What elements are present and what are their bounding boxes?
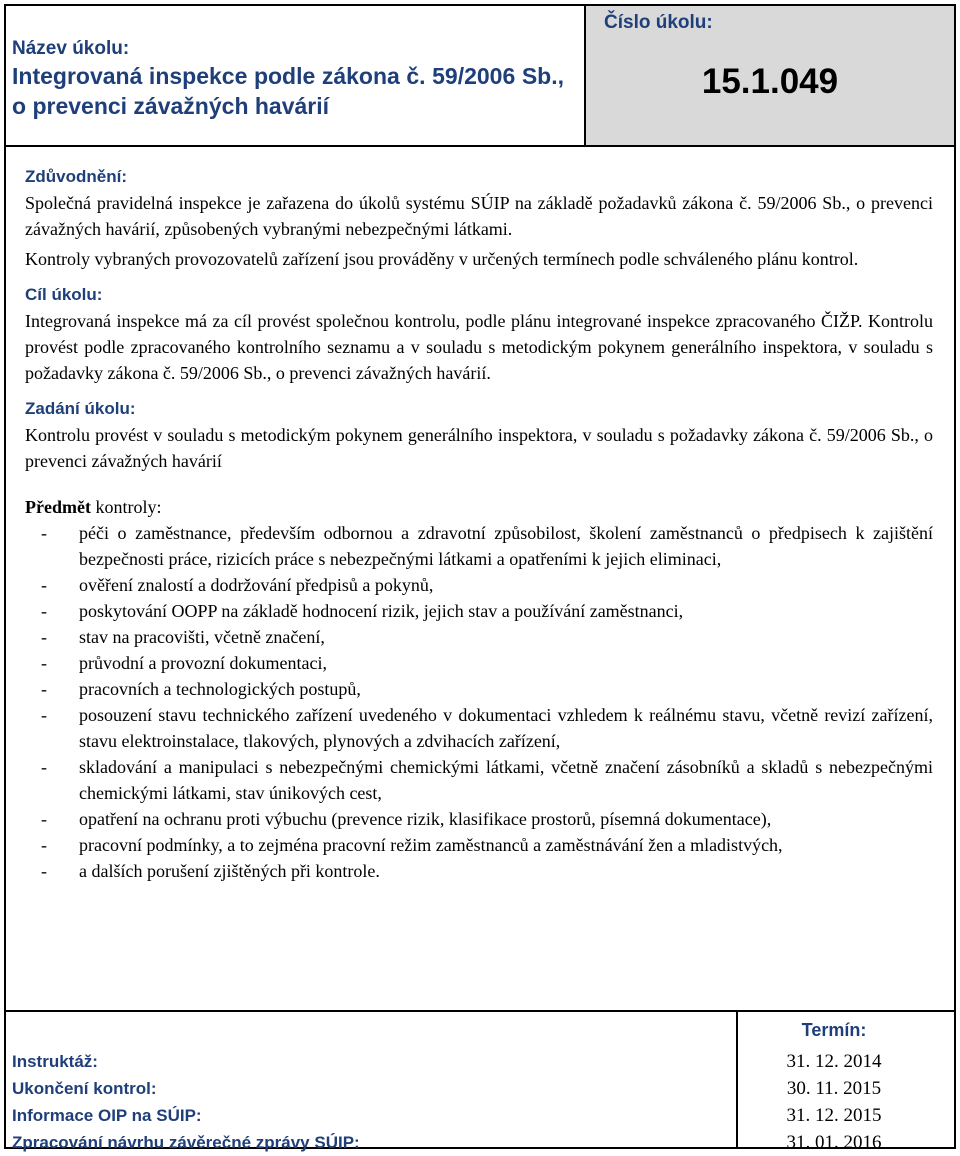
goal-text: Integrovaná inspekce má za cíl provést společnou kontrolu, podle plánu integrované inspekce zpracovaného ČIŽP. Kontrolu provést podle zpracovaného kontrolního seznamu a v souladu s metodickým pokynem generálního inspektora, v souladu s požadavky zákona č. 59/2006 Sb., o prevenci závažných havárií. (25, 311, 933, 383)
deadline-label-final-report: Zpracování návrhu závěrečné zprávy SÚIP: (12, 1133, 360, 1152)
list-item: - skladování a manipulaci s nebezpečnými chemickými látkami, včetně značení zásobníků a skladů s nebezpečnými chemickými látkami, stav únikových cest, (41, 757, 933, 803)
subject-section (25, 494, 933, 884)
deadline-date-oip-info: 31. 12. 2015 (786, 1105, 882, 1126)
justification-text-1: Společná pravidelná inspekce je zařazena do úkolů systému SÚIP na základě požadavků zákona č. 59/2006 Sb., o prevenci závažných havárií, způsobených vybranými nebezpečnými látkami. (25, 193, 933, 239)
deadline-date-briefing: 31. 12. 2014 (786, 1051, 882, 1072)
subject-title-bold: Předmět (25, 497, 91, 517)
subject-title-rest: kontroly: (90, 497, 162, 517)
subject-list (25, 520, 933, 884)
list-item: - posouzení stavu technického zařízení uvedeného v dokumentaci vzhledem k reálnému stavu, včetně revizí zařízení, stavu elektroinstalace, tlakových, plynových a zdvihacích zařízení, (41, 705, 933, 751)
justification-text-2: Kontroly vybraných provozovatelů zařízení jsou prováděny v určených termínech podle schváleného plánu kontrol. (25, 249, 859, 269)
list-item: - pracovních a technologických postupů, (41, 679, 361, 699)
deadlines-table (6, 1010, 954, 1153)
justification-label: Zdůvodnění: (25, 167, 127, 186)
task-name-cell (6, 6, 586, 145)
task-number-label: Číslo úkolu: (604, 12, 713, 33)
list-item: - stav na pracovišti, včetně značení, (41, 627, 325, 647)
list-item: - opatření na ochranu proti výbuchu (prevence rizik, klasifikace prostorů, písemná dokumentace), (41, 809, 772, 829)
list-item: - a dalších porušení zjištěných při kontrole. (41, 861, 380, 881)
list-item: - průvodní a provozní dokumentaci, (41, 653, 327, 673)
deadline-labels (12, 1048, 360, 1156)
subject-title (25, 494, 933, 520)
deadline-dates-cell (736, 1012, 954, 1153)
task-number-cell (586, 6, 954, 145)
deadline-dates (738, 1048, 930, 1156)
task-sheet (4, 4, 956, 1153)
list-item: - pracovní podmínky, a to zejména pracovní režim zaměstnanců a zaměstnávání žen a mladistvých, (41, 835, 783, 855)
list-item: - ověření znalostí a dodržování předpisů a pokynů, (41, 575, 434, 595)
list-item: - péči o zaměstnance, především odbornou a zdravotní způsobilost, školení zaměstnanců o předpisech k zajištění bezpečnosti práce, rizicích práce s nebezpečnými látkami a opatřeními k jejich eliminaci, (41, 523, 933, 569)
header (6, 6, 954, 147)
goal-label: Cíl úkolu: (25, 285, 103, 304)
task-name: Integrovaná inspekce podle zákona č. 59/2006 Sb., o prevenci závažných havárií (12, 63, 564, 119)
deadline-label: Termín: (801, 1020, 867, 1040)
deadline-date-final-report: 31. 01. 2016 (786, 1132, 882, 1153)
assignment-text: Kontrolu provést v souladu s metodickým pokynem generálního inspektora, v souladu s požadavky zákona č. 59/2006 Sb., o prevenci závažných havárií (25, 425, 933, 471)
list-item: - poskytování OOPP na základě hodnocení rizik, jejich stav a používání zaměstnanci, (41, 601, 684, 621)
deadline-date-end-of-inspections: 30. 11. 2015 (786, 1078, 882, 1099)
task-body (25, 164, 933, 884)
task-name-label: Název úkolu: (12, 38, 130, 59)
assignment-label: Zadání úkolu: (25, 399, 136, 418)
deadline-label-briefing: Instruktáž: (12, 1052, 98, 1071)
task-number: 15.1.049 (701, 62, 839, 101)
deadline-label-oip-info: Informace OIP na SÚIP: (12, 1106, 202, 1125)
deadline-label-end-of-inspections: Ukončení kontrol: (12, 1079, 157, 1098)
